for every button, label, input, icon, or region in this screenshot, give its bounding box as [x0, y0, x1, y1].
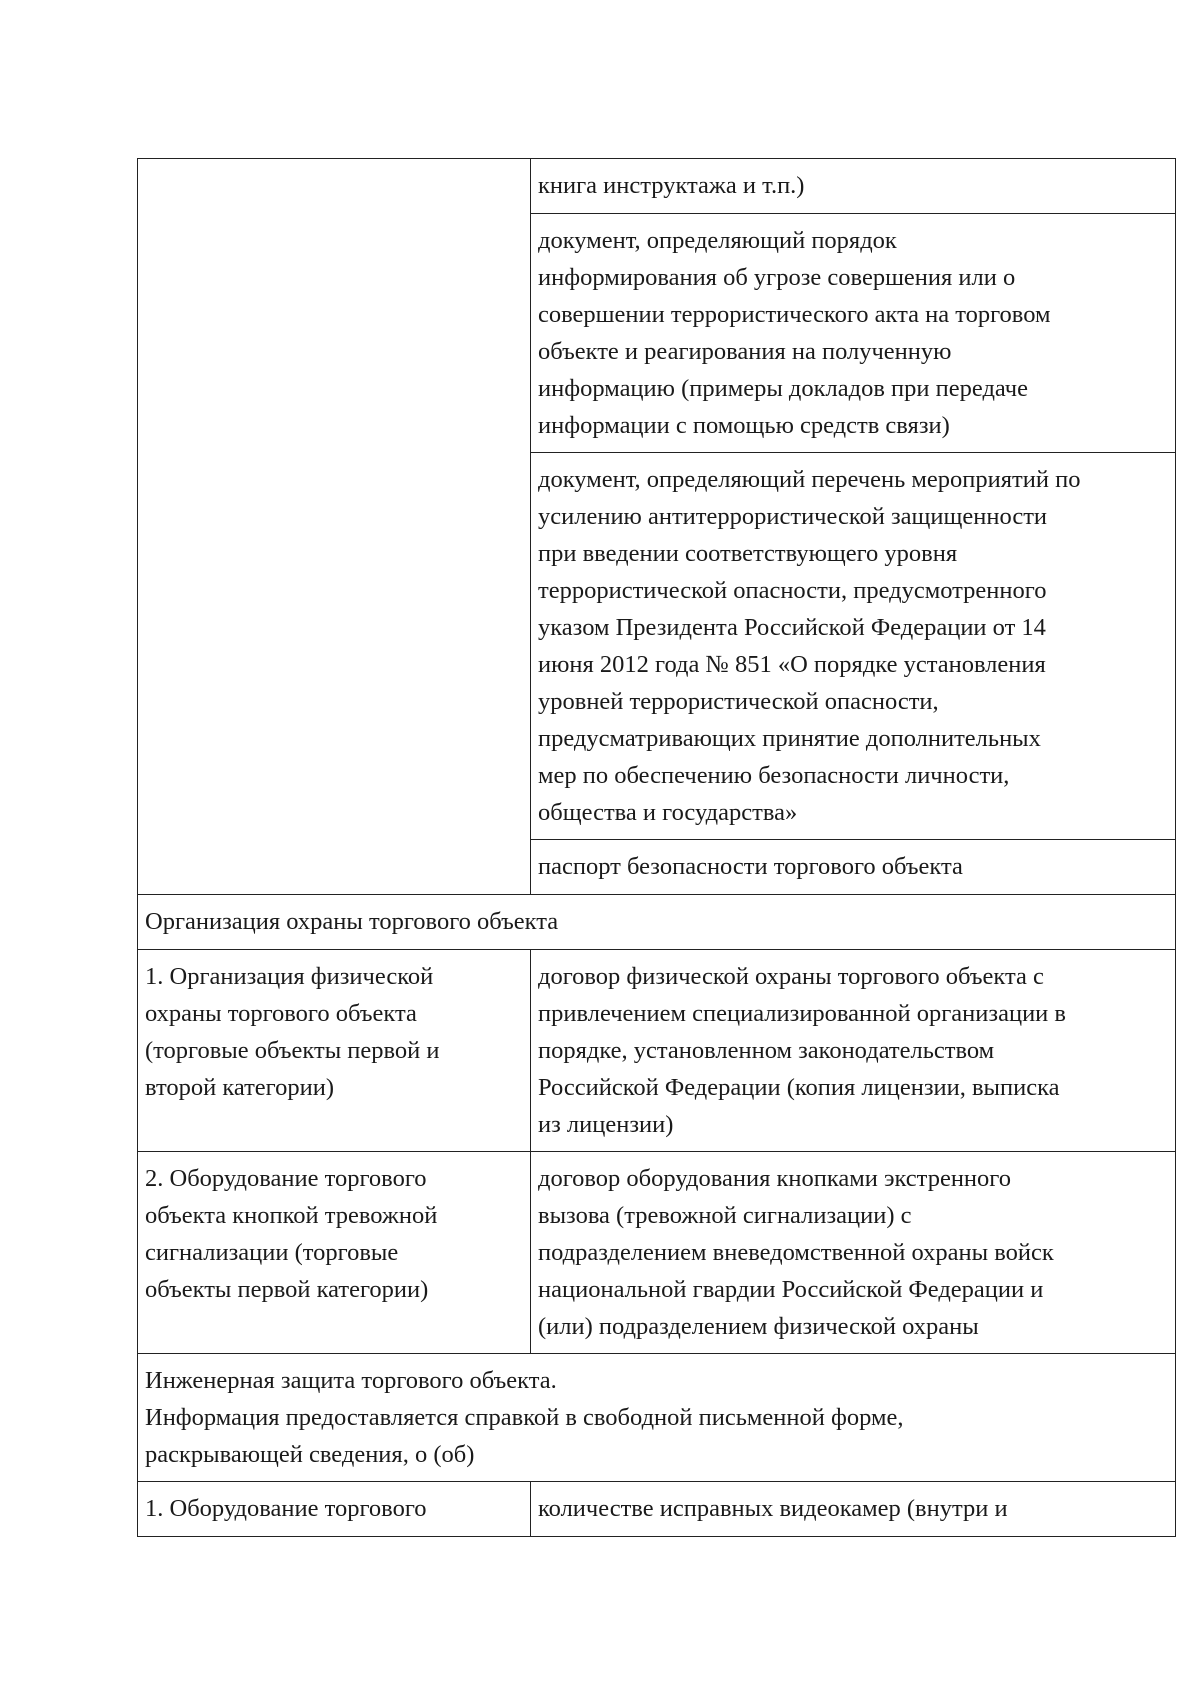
- cell-physical-guard-contract: договор физической охраны торгового объекта с привлечением специализированной организации в порядке, установленном законодательством Российской Федерации (копия лицензии, выписка из лицензии): [531, 950, 1176, 1152]
- cell-camera-count: количестве исправных видеокамер (внутри и: [531, 1482, 1176, 1537]
- table-row: [138, 895, 1176, 950]
- cell-briefing-book: книга инструктажа и т.п.): [531, 159, 1176, 214]
- table-row: [138, 1152, 1176, 1354]
- section-heading-engineering: Инженерная защита торгового объекта. Информация предоставляется справкой в свободной письменной форме, раскрывающей сведения, о (об): [138, 1354, 1176, 1482]
- cell-alarm-button-label: 2. Оборудование торгового объекта кнопкой тревожной сигнализации (торговые объекты первой категории): [138, 1152, 531, 1354]
- table-row: [138, 950, 1176, 1152]
- requirements-table: [137, 158, 1176, 1537]
- table-row: [138, 159, 1176, 214]
- cell-measures-list-doc: документ, определяющий перечень мероприятий по усилению антитеррористической защищенности при введении соответствующего уровня террористической опасности, предусмотренного указом Президента Российской Федерации от 14 июня 2012 года № 851 «О порядке установления уровней террористической опасности, предусматривающих принятие дополнительных мер по обеспечению безопасности личности, общества и государства»: [531, 453, 1176, 840]
- empty-left-cell: [138, 159, 531, 895]
- table-row: [138, 1482, 1176, 1537]
- cell-info-procedure-doc: документ, определяющий порядок информирования об угрозе совершения или о совершении террористического акта на торговом объекте и реагирования на полученную информацию (примеры докладов при передаче информации с помощью средств связи): [531, 214, 1176, 453]
- cell-security-passport: паспорт безопасности торгового объекта: [531, 840, 1176, 895]
- cell-equipment-label: 1. Оборудование торгового: [138, 1482, 531, 1537]
- cell-physical-guard-label: 1. Организация физической охраны торгового объекта (торговые объекты первой и второй категории): [138, 950, 531, 1152]
- section-heading-guard: Организация охраны торгового объекта: [138, 895, 1176, 950]
- cell-alarm-button-contract: договор оборудования кнопками экстренного вызова (тревожной сигнализации) с подразделением вневедомственной охраны войск национальной гвардии Российской Федерации и (или) подразделением физической охраны: [531, 1152, 1176, 1354]
- table-row: [138, 1354, 1176, 1482]
